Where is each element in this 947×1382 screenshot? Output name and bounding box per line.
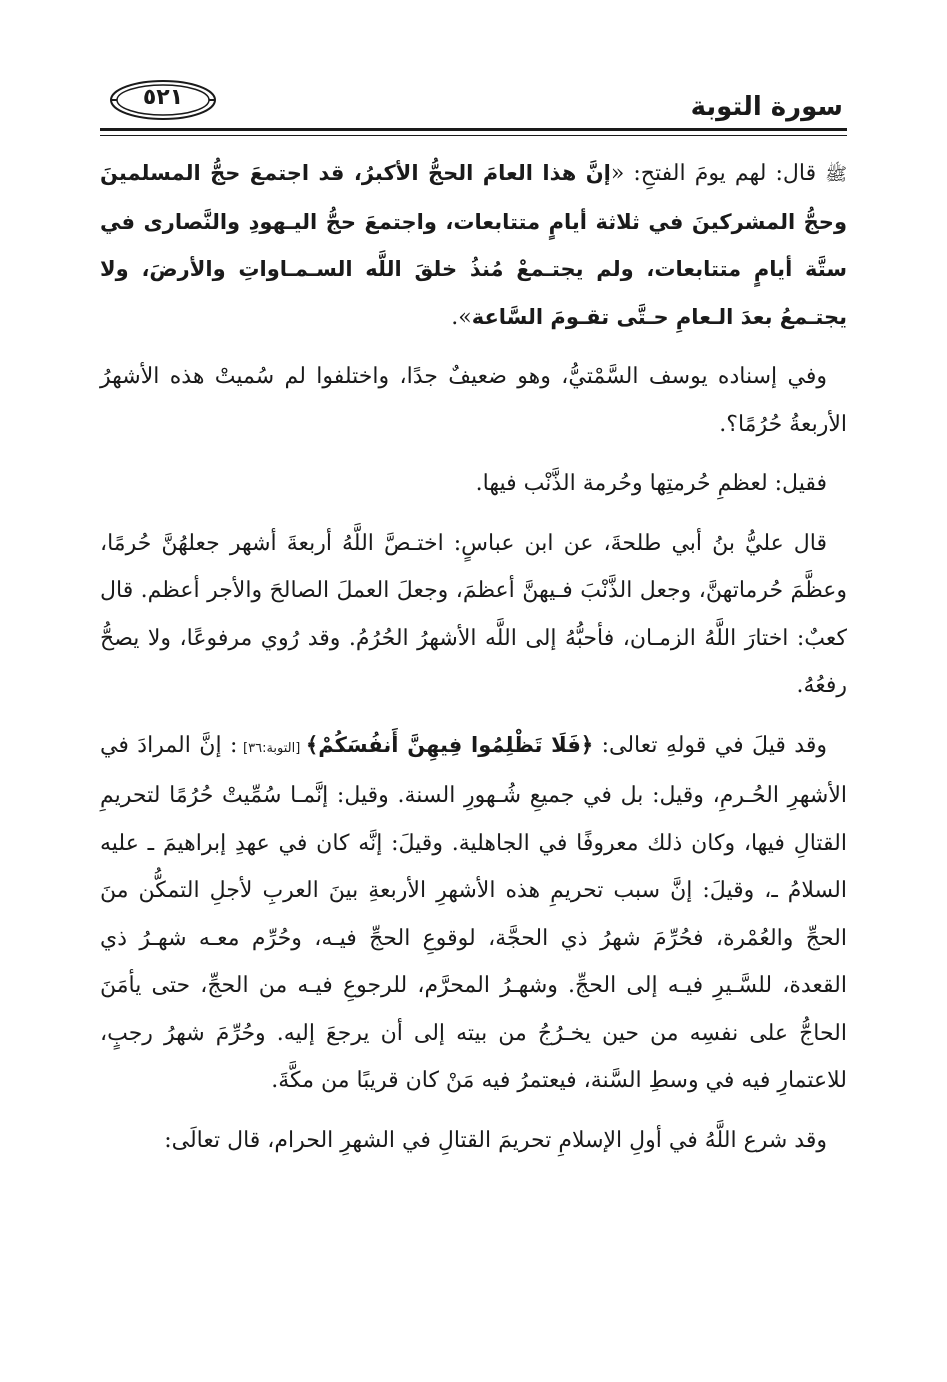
hadith-tail: ». — [451, 304, 472, 330]
paragraph-closing: وقد شرع اللَّهُ في أولِ الإسلامِ تحريمَ القتالِ في الشهرِ الحرام، قال تعالَى: — [164, 1127, 827, 1153]
hadith-lead: قال: لهم يومَ الفتحِ: « — [610, 161, 826, 186]
page-number-ornament — [108, 78, 218, 122]
paragraph-hadith — [100, 150, 847, 341]
tafsir-text: : إنَّ المرادَ في الأشهرِ الحُـرمِ، وقيل: بل في جميعِ شُـهورِ السنة. وقيل: إنَّمـا سُمِّيتْ حُرُمًا لتحريمِ القتالِ فيها، وكان ذلك معروفًا في الجاهلية. وقيلَ: إنَّه كان في عهدِ إبراهيمَ ـ عليه السلامُ ـ، وقيلَ: إنَّ سبب تحريمِ هذه الأشهرِ الأربعةِ بينَ العربِ لأجلِ التمكُّن منَ الحجِّ والعُمْرة، فحُرِّمَ شهرُ ذي الحجَّة، لوقوعِ الحجِّ فيـه، وحُرِّم معـه شهـرُ ذي القعدة، للسَّـيرِ فيـه إلى الحجِّ. وشهـرُ المحرَّم، للرجوعِ فيـه من الحجِّ، حتى يأمَنَ الحاجُّ على نفسِه من حين يخـرُجُ من بيته إلى أن يرجعَ إليه. وحُرِّمَ شهرُ رجبٍ، للاعتمارِ فيه في وسطِ السَّنة، فيعتمرُ فيه مَنْ كان قريبًا من مكَّةَ. — [100, 732, 847, 1093]
honorific-sallallahu-icon: ﷺ — [825, 164, 847, 185]
paragraph-ibn-abbas: قال عليُّ بنُ أبي طلحةَ، عن ابن عباسٍ: اختـصَّ اللَّهُ أربعةَ أشهر جعلهُنَّ حُرمًا، وعظَّمَ حُرماتهنَّ، وجعل الذَّنْبَ فـيهنَّ أعظمَ، وجعلَ العملَ الصالحَ والأجر أعظم. قال كعبٌ: اختارَ اللَّهُ الزمـان، فأحبُّهُ إلى اللَّه الأشهرُ الحُرُمُ. وقد رُوي مرفوعًا، ولا يصحُّ رفعُهُ. — [100, 530, 847, 698]
paragraph-tafsir — [100, 722, 847, 1105]
surah-title: سورة التوبة — [690, 92, 843, 122]
page-header — [100, 74, 847, 132]
hadith-text: إنَّ هذا العامَ الحجُّ الأكبرُ، قد اجتمعَ حجُّ المسلمينَ وحجُّ المشركينَ في ثلاثة أيامٍ متتابعات، واجتمعَ حجُّ اليـهودِ والنَّصارى في ستَّة أيامٍ متتابعات، ولم يجتـمعْ مُنذُ خلقَ اللَّه السـمـاواتِ والأرضَ، ولا يجتـمعُ بعدَ الـعامِ حـتَّى تقـومَ السَّاعة — [100, 161, 847, 329]
header-rule-thin — [100, 135, 847, 136]
quran-verse: ﴿فَلَا تَظْلِمُوا فِيهِنَّ أَنفُسَكُمْ﴾ — [305, 732, 594, 757]
paragraph-reason: فقيل: لعظمِ حُرمتِها وحُرمة الذَّنْب فيها. — [475, 471, 827, 496]
page-number: ٥٢١ — [142, 85, 184, 110]
tafsir-lead: وقد قيلَ في قولهِ تعالى: — [593, 732, 827, 758]
body-text — [100, 150, 847, 1176]
header-rule-thick — [100, 128, 847, 131]
verse-reference: [التوبة:٣٦] — [237, 740, 306, 756]
paragraph-isnad: وفي إسناده يوسف السَّمْتيُّ، وهو ضعيفٌ جدًا، واختلفوا لم سُميتْ هذه الأشهرُ الأربعةُ حُرُمًا؟. — [100, 364, 847, 437]
